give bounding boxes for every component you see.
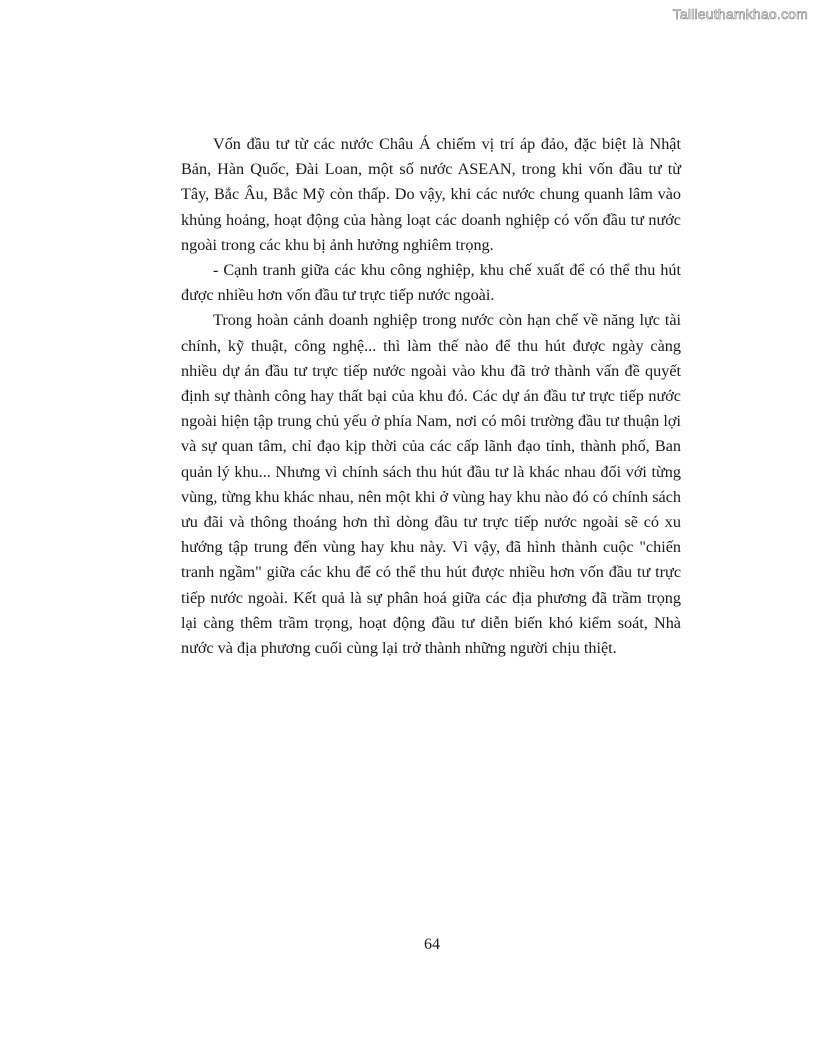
document-body [181,132,681,661]
watermark-text: Tailieuthamkhao.com [672,6,808,22]
paragraph-investment-attraction: Trong hoàn cảnh doanh nghiệp trong nước còn hạn chế về năng lực tài chính, kỹ thuật, công nghệ... thì làm thế nào để thu hút được ngày càng nhiều dự án đầu tư trực tiếp nước ngoài vào khu đã trở thành vấn đề quyết định sự thành công hay thất bại của khu đó. Các dự án đầu tư trực tiếp nước ngoài hiện tập trung chủ yếu ở phía Nam, nơi có môi trường đầu tư thuận lợi và sự quan tâm, chỉ đạo kịp thời của các cấp lãnh đạo tỉnh, thành phố, Ban quản lý khu... Nhưng vì chính sách thu hút đầu tư là khác nhau đối với từng vùng, từng khu khác nhau, nên một khi ở vùng hay khu nào đó có chính sách ưu đãi và thông thoáng hơn thì dòng đầu tư trực tiếp nước ngoài sẽ có xu hướng tập trung đến vùng hay khu này. Vì vậy, đã hình thành cuộc "chiến tranh ngầm" giữa các khu để có thể thu hút được nhiều hơn vốn đầu tư trực tiếp nước ngoài. Kết quả là sự phân hoá giữa các địa phương đã trầm trọng lại càng thêm trầm trọng, hoạt động đầu tư diễn biến khó kiểm soát, Nhà nước và địa phương cuối cùng lại trở thành những người chịu thiệt. [181,311,681,658]
page-number: 64 [424,936,440,953]
paragraph-competition-bullet: - Cạnh tranh giữa các khu công nghiệp, khu chế xuất để có thể thu hút được nhiều hơn vốn đầu tư trực tiếp nước ngoài. [181,261,681,305]
paragraph-asian-investment: Vốn đầu tư từ các nước Châu Á chiếm vị trí áp đảo, đặc biệt là Nhật Bản, Hàn Quốc, Đài Loan, một số nước ASEAN, trong khi vốn đầu tư từ Tây, Bắc Âu, Bắc Mỹ còn thấp. Do vậy, khi các nước chung quanh lâm vào khủng hoảng, hoạt động của hàng loạt các doanh nghiệp có vốn đầu tư nước ngoài trong các khu bị ảnh hưởng nghiêm trọng. [181,135,681,254]
